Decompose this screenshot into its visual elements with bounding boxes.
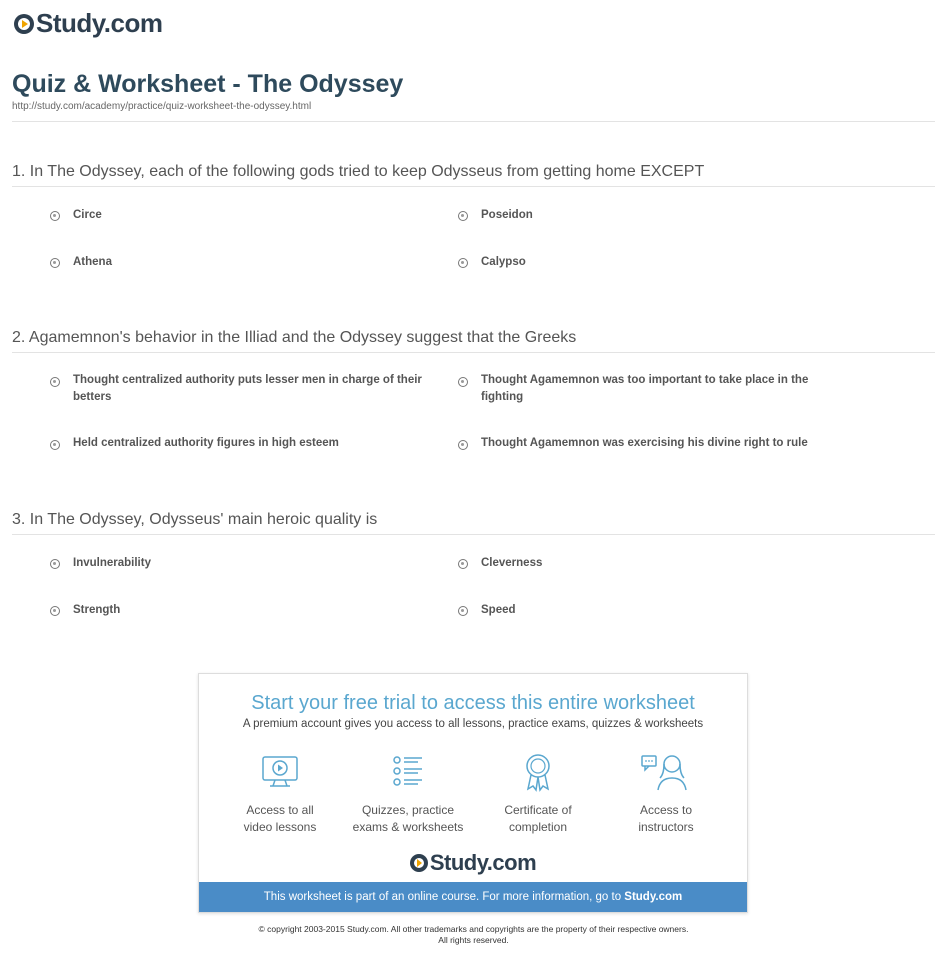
promo-info-bar[interactable] [199,882,747,912]
video-lesson-icon [260,752,300,792]
q1-option-4-radio[interactable] [458,258,468,268]
q3-option-3-radio[interactable] [50,606,60,616]
q1-option-2[interactable]: Poseidon [481,209,533,221]
q1-option-4[interactable]: Calypso [481,256,526,268]
q2-option-1-radio[interactable] [50,377,60,387]
q2-option-4-radio[interactable] [458,440,468,450]
q2-option-2[interactable]: Thought Agamemnon was too important to take place in the fighting [481,374,809,403]
q2-option-3[interactable]: Held centralized authority figures in high esteem [73,437,339,449]
promo-study-logo[interactable] [199,850,747,876]
promo-bar-link[interactable]: Study.com [624,891,683,903]
q2-option-4[interactable]: Thought Agamemnon was exercising his divine right to rule [481,437,808,449]
q2-option-1[interactable]: Thought centralized authority puts lesser men in charge of their betters [73,374,422,403]
copyright-line: © copyright 2003-2015 Study.com. All other trademarks and copyrights are the property of their respective owners. [258,924,689,934]
feature-label-line: Quizzes, practice [361,803,455,817]
promo-brand-name: Study.com [429,850,537,875]
divider [12,186,935,187]
question-2: 2. Agamemnon's behavior in the Illiad and the Odyssey suggest that the Greeks [12,329,577,346]
brand-name: Study.com [36,8,163,38]
feature-label-line: instructors [638,820,694,834]
q3-option-4-radio[interactable] [458,606,468,616]
copyright-line: All rights reserved. [438,935,509,945]
instructor-icon [640,752,692,792]
q3-option-1[interactable]: Invulnerability [73,557,151,569]
quiz-list-icon [388,752,428,792]
feature-label-line: Certificate of [504,803,572,817]
q2-option-2-radio[interactable] [458,377,468,387]
q3-option-2-radio[interactable] [458,559,468,569]
feature-label-line: exams & worksheets [352,820,464,834]
feature-label-line: Access to [639,803,693,817]
play-logo-icon [410,854,428,872]
divider [12,534,935,535]
q1-option-3-radio[interactable] [50,258,60,268]
feature-label-line: Access to all [246,803,314,817]
divider [12,352,935,353]
feature-instructors [601,752,731,836]
q3-option-4[interactable]: Speed [481,604,516,616]
q1-option-3[interactable]: Athena [73,256,112,268]
question-1: 1. In The Odyssey, each of the following gods tried to keep Odysseus from getting home EXCEPT [12,163,705,180]
q3-option-1-radio[interactable] [50,559,60,569]
feature-quizzes [343,752,473,836]
feature-label-line: video lessons [243,820,317,834]
copyright-notice [0,924,947,946]
q1-option-2-radio[interactable] [458,211,468,221]
page-url: http://study.com/academy/practice/quiz-worksheet-the-odyssey.html [12,101,312,112]
feature-video-lessons [215,752,345,836]
q2-option-3-radio[interactable] [50,440,60,450]
page-title: Quiz & Worksheet - The Odyssey [12,70,404,98]
feature-certificate [473,752,603,836]
question-3: 3. In The Odyssey, Odysseus' main heroic quality is [12,511,378,528]
promo-subline: A premium account gives you access to all lessons, practice exams, quizzes & worksheets [242,718,704,730]
q3-option-3[interactable]: Strength [73,604,121,616]
promo-headline[interactable]: Start your free trial to access this entire worksheet [251,692,695,714]
study-logo[interactable] [14,8,162,39]
play-logo-icon [14,14,34,34]
premium-promo-box [198,673,748,913]
promo-bar-text: This worksheet is part of an online course. For more information, go to [263,891,625,903]
divider [12,121,935,122]
q1-option-1[interactable]: Circe [73,209,102,221]
q3-option-2[interactable]: Cleverness [481,557,543,569]
q1-option-1-radio[interactable] [50,211,60,221]
certificate-icon [518,752,558,792]
feature-label-line: completion [508,820,568,834]
